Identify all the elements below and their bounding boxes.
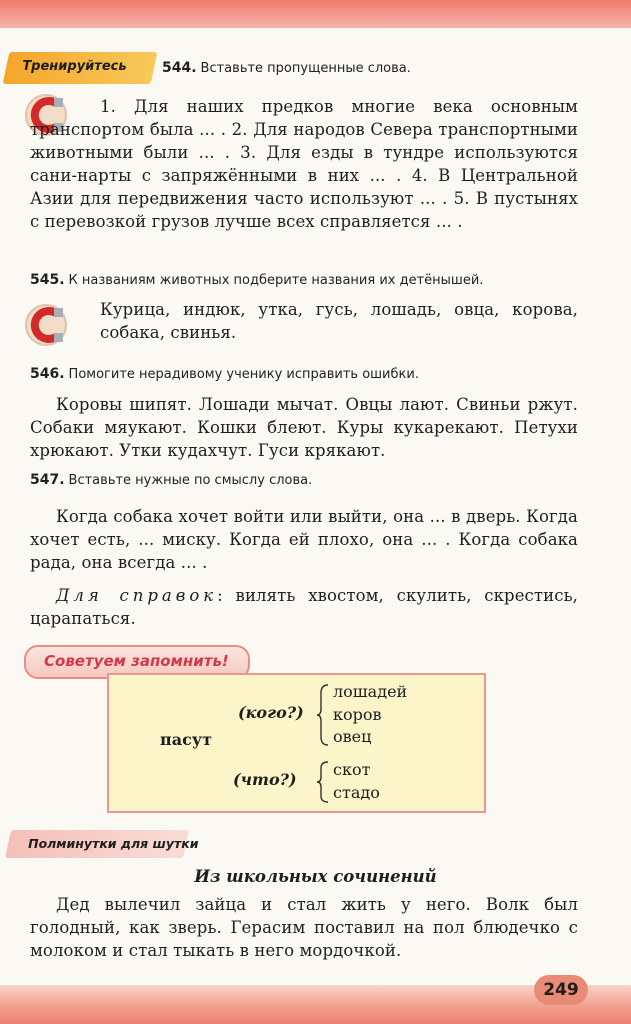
task-instruction: Вставьте пропущенные слова. [200, 61, 411, 76]
memo-verb: пасут [160, 730, 212, 749]
task-545-header [30, 272, 483, 288]
task-547-header [30, 472, 312, 488]
task-546-text: Коровы шипят. Лошади мычат. Овцы лают. Свиньи ржут. Собаки мяукают. Кошки блеют. Куры кукарекают. Петухи хрюкают. Утки кудахчут. Гуси крякают. [30, 395, 578, 460]
memo-word: скот [333, 760, 371, 779]
brace-icon [316, 760, 330, 804]
task-instruction: Помогите нерадивому ученику исправить ошибки. [68, 367, 419, 382]
task-number: 545. [30, 272, 65, 288]
memo-question-whom: (кого?) [238, 703, 304, 722]
page-number: 249 [534, 975, 588, 1005]
memo-word: стадо [333, 783, 380, 802]
joke-tag-label: Полминутки для шутки [28, 836, 199, 851]
task-544-text: 1. Для наших предков многие века основным транспортом была ... . 2. Для народов Севера транспортными животными были ... . 3. Для езды в тундре используются сани-нарты с запряжёнными в них ... . 4. В Центральной Азии для передвижения часто используют ... . 5. В пустынях с перевозкой грузов лучше всех справляется ... . [30, 97, 578, 231]
task-545-text: Курица, индюк, утка, гусь, лошадь, овца, корова, собака, свинья. [100, 300, 578, 342]
joke-tag [5, 830, 199, 858]
reference-label: Для справок [56, 586, 218, 605]
task-instruction: К названиям животных подберите названия их детёнышей. [68, 273, 484, 288]
memo-question-what: (что?) [233, 770, 297, 789]
task-544-header [162, 60, 411, 76]
joke-text: Дед вылечил зайца и стал жить у него. Волк был голодный, как зверь. Герасим поставил на пол блюдечко с молоком и стал тыкать в него мордочкой. [30, 895, 578, 960]
top-decorative-band [0, 0, 631, 28]
memo-word: лошадей [333, 682, 408, 701]
task-547-text: Когда собака хочет войти или выйти, она ... в дверь. Когда хочет есть, ... миску. Когда ей плохо, она ... . Когда собака рада, она всегда ... . [30, 507, 578, 572]
task-546-header [30, 366, 419, 382]
task-number: 546. [30, 366, 65, 382]
section-tag-label: Тренируйтесь [22, 59, 127, 74]
task-number: 547. [30, 472, 65, 488]
task-instruction: Вставьте нужные по смыслу слова. [68, 473, 313, 488]
brace-icon [316, 683, 330, 747]
section-tag-training [3, 52, 158, 84]
task-547-reference [30, 584, 578, 630]
task-number: 544. [162, 60, 197, 76]
joke-title: Из школьных сочинений [194, 867, 437, 886]
advice-tag-label: Советуем запомнить! [44, 652, 229, 670]
reference-words: : вилять хвостом, скулить, скрестись, царапаться. [30, 586, 578, 628]
memo-word: овец [333, 727, 372, 746]
memo-word: коров [333, 705, 382, 724]
magnet-icon [22, 302, 70, 348]
